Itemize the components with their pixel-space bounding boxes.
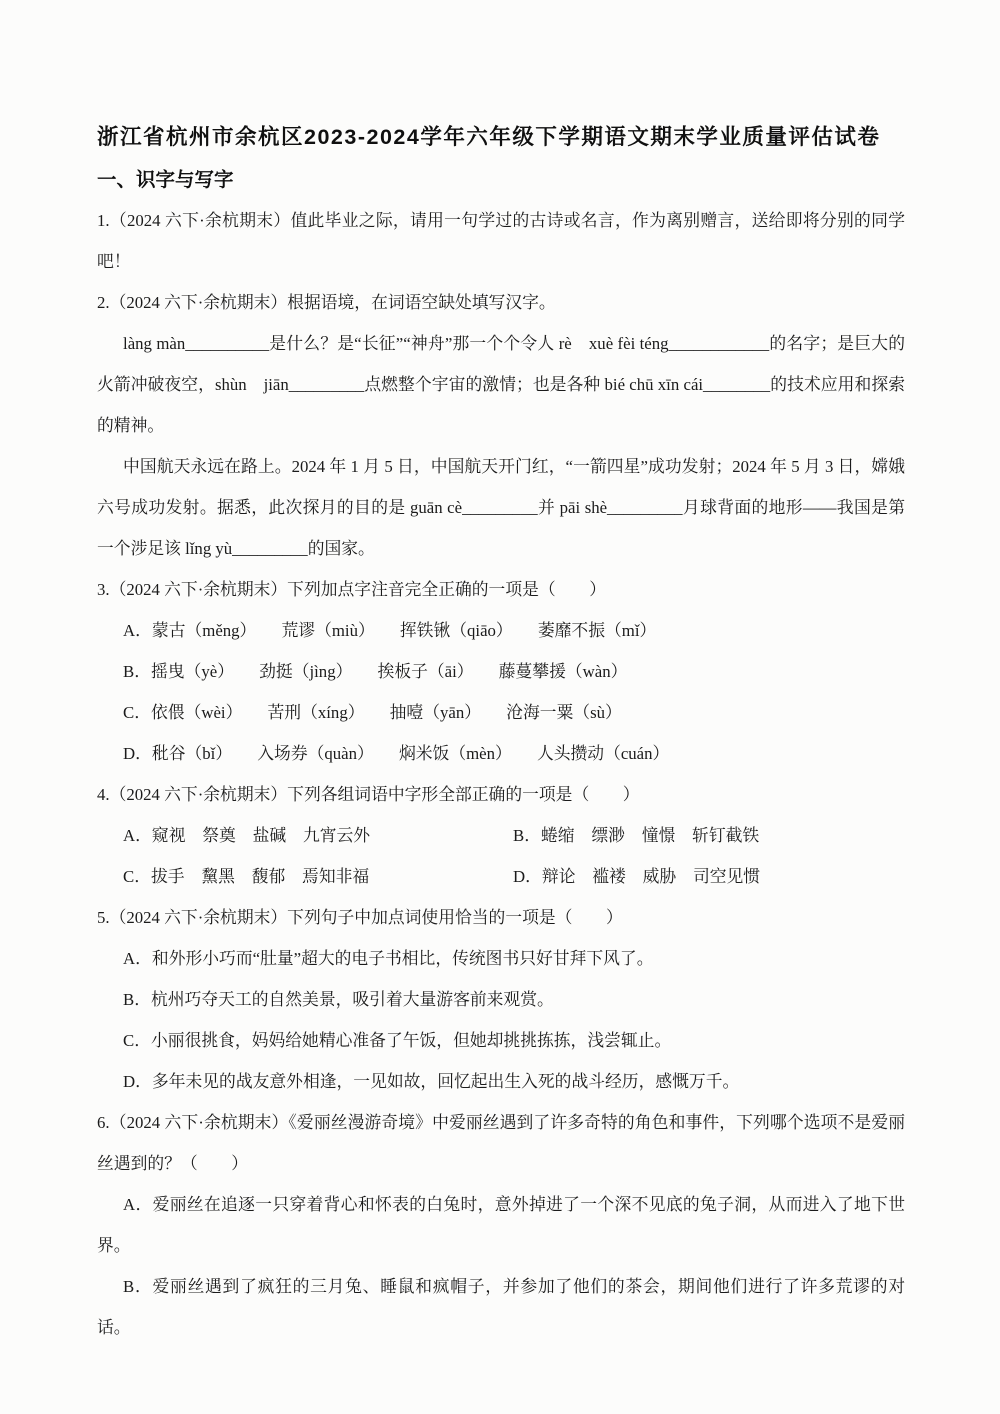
question-2-passage-2: 中国航天永远在路上。2024 年 1 月 5 日，中国航天开门红，“一箭四星”成功发射；2024 年 5 月 3 日，嫦娥六号成功发射。据悉，此次探月的目的是 guān cè_________并 pāi shè_________月球背面的地形——我国是第一个涉足该 lǐng yù_________的国家。: [97, 457, 905, 558]
question-4-option-b: B．蜷缩 缥渺 憧憬 斩钉截铁: [513, 826, 760, 845]
question-3-stem: 3.（2024 六下·余杭期末）下列加点字注音完全正确的一项是（ ）: [97, 580, 607, 599]
section-heading: 一、识字与写字: [97, 169, 234, 191]
question-4-options-row-1: [97, 815, 905, 856]
question-5-option-d: D．多年未见的战友意外相逢，一见如故，回忆起出生入死的战斗经历，感慨万千。: [123, 1072, 740, 1091]
question-4-option-a: A．窥视 祭奠 盐碱 九宵云外: [123, 826, 371, 845]
page-title: 浙江省杭州市余杭区2023-2024学年六年级下学期语文期末学业质量评估试卷: [97, 125, 881, 149]
question-3-option-b: B．摇曳（yè） 劲挺（jìng） 挨板子（āi） 藤蔓攀援（wàn）: [123, 662, 628, 681]
question-6-option-b: B．爱丽丝遇到了疯狂的三月兔、睡鼠和疯帽子，并参加了他们的茶会，期间他们进行了许多荒谬的对话。: [97, 1277, 905, 1337]
question-6-option-a: A．爱丽丝在追逐一只穿着背心和怀表的白兔时，意外掉进了一个深不见底的兔子洞，从而进入了地下世界。: [97, 1195, 905, 1255]
question-2-stem: 2.（2024 六下·余杭期末）根据语境，在词语空缺处填写汉字。: [97, 293, 556, 312]
question-4-stem: 4.（2024 六下·余杭期末）下列各组词语中字形全部正确的一项是（ ）: [97, 785, 640, 804]
question-5-option-a: A．和外形小巧而“肚量”超大的电子书相比，传统图书只好甘拜下风了。: [123, 949, 654, 968]
question-3-option-c: C．依偎（wèi） 苦刑（xíng） 抽噎（yān） 沧海一粟（sù）: [123, 703, 622, 722]
question-3-option-a: A．蒙古（měng） 荒谬（miù） 挥铁锹（qiāo） 萎靡不振（mǐ）: [123, 621, 657, 640]
question-5-stem: 5.（2024 六下·余杭期末）下列句子中加点词使用恰当的一项是（ ）: [97, 908, 623, 927]
question-5-option-b: B．杭州巧夺天工的自然美景，吸引着大量游客前来观赏。: [123, 990, 554, 1009]
question-2-passage-1: làng màn__________是什么？是“长征”“神舟”那一个个令人 rè xuè fèi téng____________的名字；是巨大的火箭冲破夜空，shùn jiān_________点燃整个宇宙的激情；也是各种 bié chū xīn cái________的技术应用和探索的精神。: [97, 334, 905, 435]
question-5-option-c: C．小丽很挑食，妈妈给她精心准备了午饭，但她却挑挑拣拣，浅尝辄止。: [123, 1031, 672, 1050]
question-3-option-d: D．秕谷（bǐ） 入场券（quàn） 焖米饭（mèn） 人头攒动（cuán）: [123, 744, 670, 763]
question-1-stem: 1.（2024 六下·余杭期末）值此毕业之际，请用一句学过的古诗或名言，作为离别赠言，送给即将分别的同学吧！: [97, 211, 905, 271]
question-6-stem: 6.（2024 六下·余杭期末）《爱丽丝漫游奇境》中爱丽丝遇到了许多奇特的角色和事件，下列哪个选项不是爱丽丝遇到的？（ ）: [97, 1113, 905, 1173]
question-4-options-row-2: [97, 856, 905, 897]
question-4-option-c: C．拔手 黧黑 馥郁 焉知非福: [123, 867, 370, 886]
question-4-option-d: D．辩论 褴褛 威胁 司空见惯: [513, 867, 761, 886]
